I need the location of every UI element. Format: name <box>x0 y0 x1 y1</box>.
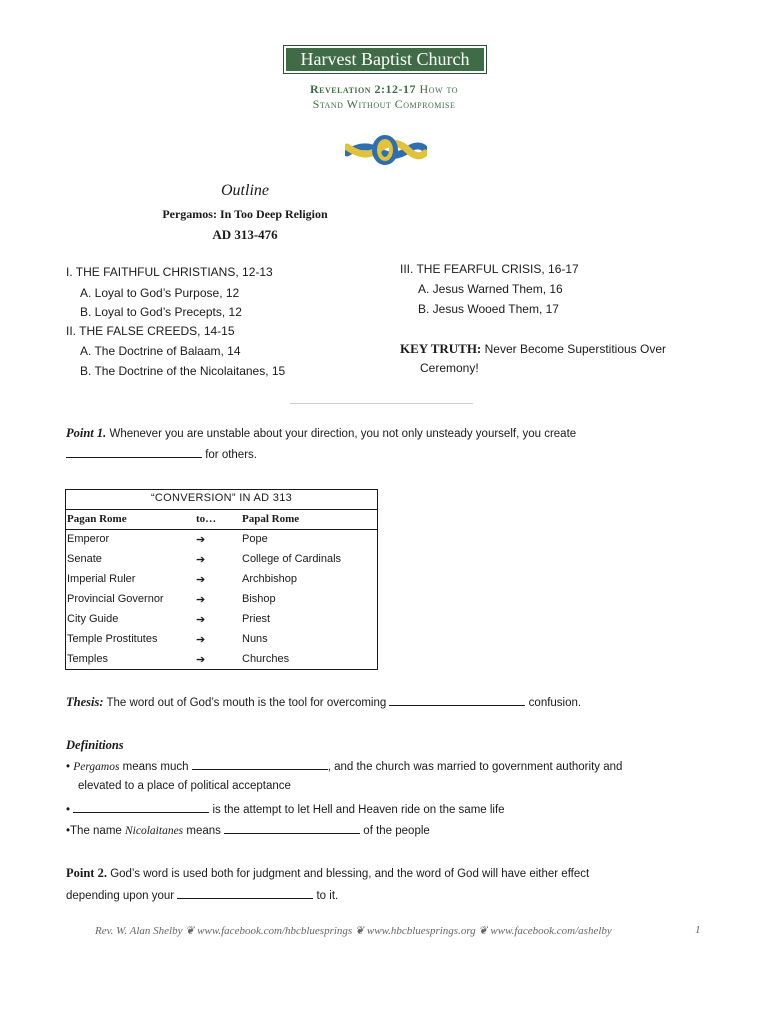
fill-in-blank[interactable] <box>73 802 209 813</box>
table-cell-pagan: Imperial Ruler <box>67 573 136 585</box>
page-number: 1 <box>695 924 701 936</box>
key-truth-label: KEY TRUTH: <box>400 341 482 356</box>
table-cell-papal: Bishop <box>242 593 276 605</box>
definition-3: •The name Nicolaitanes means of the people <box>66 825 430 837</box>
point-1-line2 <box>66 447 257 461</box>
fill-in-blank[interactable] <box>224 823 360 834</box>
sermon-title-start: How to <box>419 82 459 96</box>
key-truth-text: Never Become Superstitious Over <box>484 342 667 356</box>
outline-item: B. Jesus Wooed Them, 17 <box>418 302 559 316</box>
table-cell-pagan: Senate <box>67 553 102 565</box>
outline-item: II. THE FALSE CREEDS, 14-15 <box>66 324 235 338</box>
arrow-icon: ➔ <box>196 554 206 566</box>
arrow-icon: ➔ <box>196 534 206 546</box>
table-cell-papal: Churches <box>242 653 290 665</box>
point-2-text: God’s word is used both for judgment and blessing, and the word of God will have either effect <box>110 868 590 880</box>
point-1-text2: for others. <box>205 449 257 461</box>
section-divider <box>290 403 473 404</box>
table-cell-pagan: Emperor <box>67 533 110 545</box>
table-title: “CONVERSION” IN AD 313 <box>66 490 377 510</box>
definitions-heading: Definitions <box>66 738 124 752</box>
church-name: Harvest Baptist Church <box>300 49 470 69</box>
fill-in-blank[interactable] <box>66 447 202 458</box>
outline-item: I. THE FAITHFUL CHRISTIANS, 12-13 <box>66 265 273 279</box>
point-1-text: Whenever you are unstable about your direction, you not only unsteady yourself, you create <box>109 428 577 440</box>
thesis <box>66 695 581 710</box>
definition-1: • Pergamos means much , and the church was married to government authority and <box>66 761 623 773</box>
arrow-icon: ➔ <box>196 634 206 646</box>
point-1-label: Point 1. <box>66 426 107 440</box>
key-truth-text-line2: Ceremony! <box>420 361 479 375</box>
table-cell-papal: Priest <box>242 613 271 625</box>
table-cell-pagan: Temple Prostitutes <box>67 633 158 645</box>
thesis-text2: confusion. <box>528 697 582 709</box>
table-header-row <box>66 509 377 530</box>
table-cell-papal: Archbishop <box>242 573 298 585</box>
footer-text: Rev. W. Alan Shelby ❦ www.facebook.com/hbcbluesprings ❦ www.hbcbluesprings.org ❦ www.facebook.com/ashelby <box>95 925 612 937</box>
point-2-line2: depending upon your to it. <box>66 890 339 902</box>
outline-subtitle: Pergamos: In Too Deep Religion <box>162 207 328 221</box>
fill-in-blank[interactable] <box>389 695 525 706</box>
definition-1-line2: elevated to a place of political acceptance <box>78 780 291 792</box>
outline-years: AD 313-476 <box>212 227 278 242</box>
arrow-icon: ➔ <box>196 614 206 626</box>
page-footer <box>95 924 705 937</box>
definition-2: • is the attempt to let Hell and Heaven ride on the same life <box>66 804 505 816</box>
arrow-icon: ➔ <box>196 594 206 606</box>
rope-knot-image <box>345 133 427 167</box>
sermon-reference: Revelation 2:12-17 <box>309 82 417 96</box>
conversion-table <box>65 489 378 670</box>
table-cell-papal: College of Cardinals <box>242 553 342 565</box>
outline-item: A. Loyal to God’s Purpose, 12 <box>80 286 240 300</box>
point-2 <box>66 866 589 881</box>
table-header: to… <box>196 513 217 525</box>
point-1 <box>66 426 576 441</box>
key-truth <box>400 341 666 357</box>
outline-item: A. Jesus Warned Them, 16 <box>418 282 563 296</box>
outline-heading: Outline <box>221 182 269 199</box>
point-2-label: Point 2. <box>66 866 107 880</box>
table-cell-papal: Pope <box>242 533 268 545</box>
fill-in-blank[interactable] <box>192 759 328 770</box>
thesis-text: The word out of God’s mouth is the tool for overcoming <box>106 697 387 709</box>
fill-in-blank[interactable] <box>177 888 313 899</box>
definition-term: Pergamos <box>73 761 120 773</box>
table-cell-pagan: City Guide <box>67 613 119 625</box>
table-cell-pagan: Provincial Governor <box>67 593 164 605</box>
outline-item: III. THE FEARFUL CRISIS, 16-17 <box>400 262 579 276</box>
table-cell-papal: Nuns <box>242 633 268 645</box>
arrow-icon: ➔ <box>196 654 206 666</box>
sermon-subtitle-line1 <box>200 82 568 97</box>
thesis-label: Thesis: <box>66 695 104 709</box>
church-name-banner <box>283 45 487 74</box>
table-cell-pagan: Temples <box>67 653 108 665</box>
sermon-subtitle-line2: Stand Without Compromise <box>312 97 456 111</box>
outline-item: B. The Doctrine of the Nicolaitanes, 15 <box>80 364 286 378</box>
table-header: Papal Rome <box>242 513 300 525</box>
outline-item: A. The Doctrine of Balaam, 14 <box>80 344 241 358</box>
definition-term: Nicolaitanes <box>125 825 184 837</box>
table-header: Pagan Rome <box>67 513 127 525</box>
arrow-icon: ➔ <box>196 574 206 586</box>
outline-item: B. Loyal to God’s Precepts, 12 <box>80 305 242 319</box>
